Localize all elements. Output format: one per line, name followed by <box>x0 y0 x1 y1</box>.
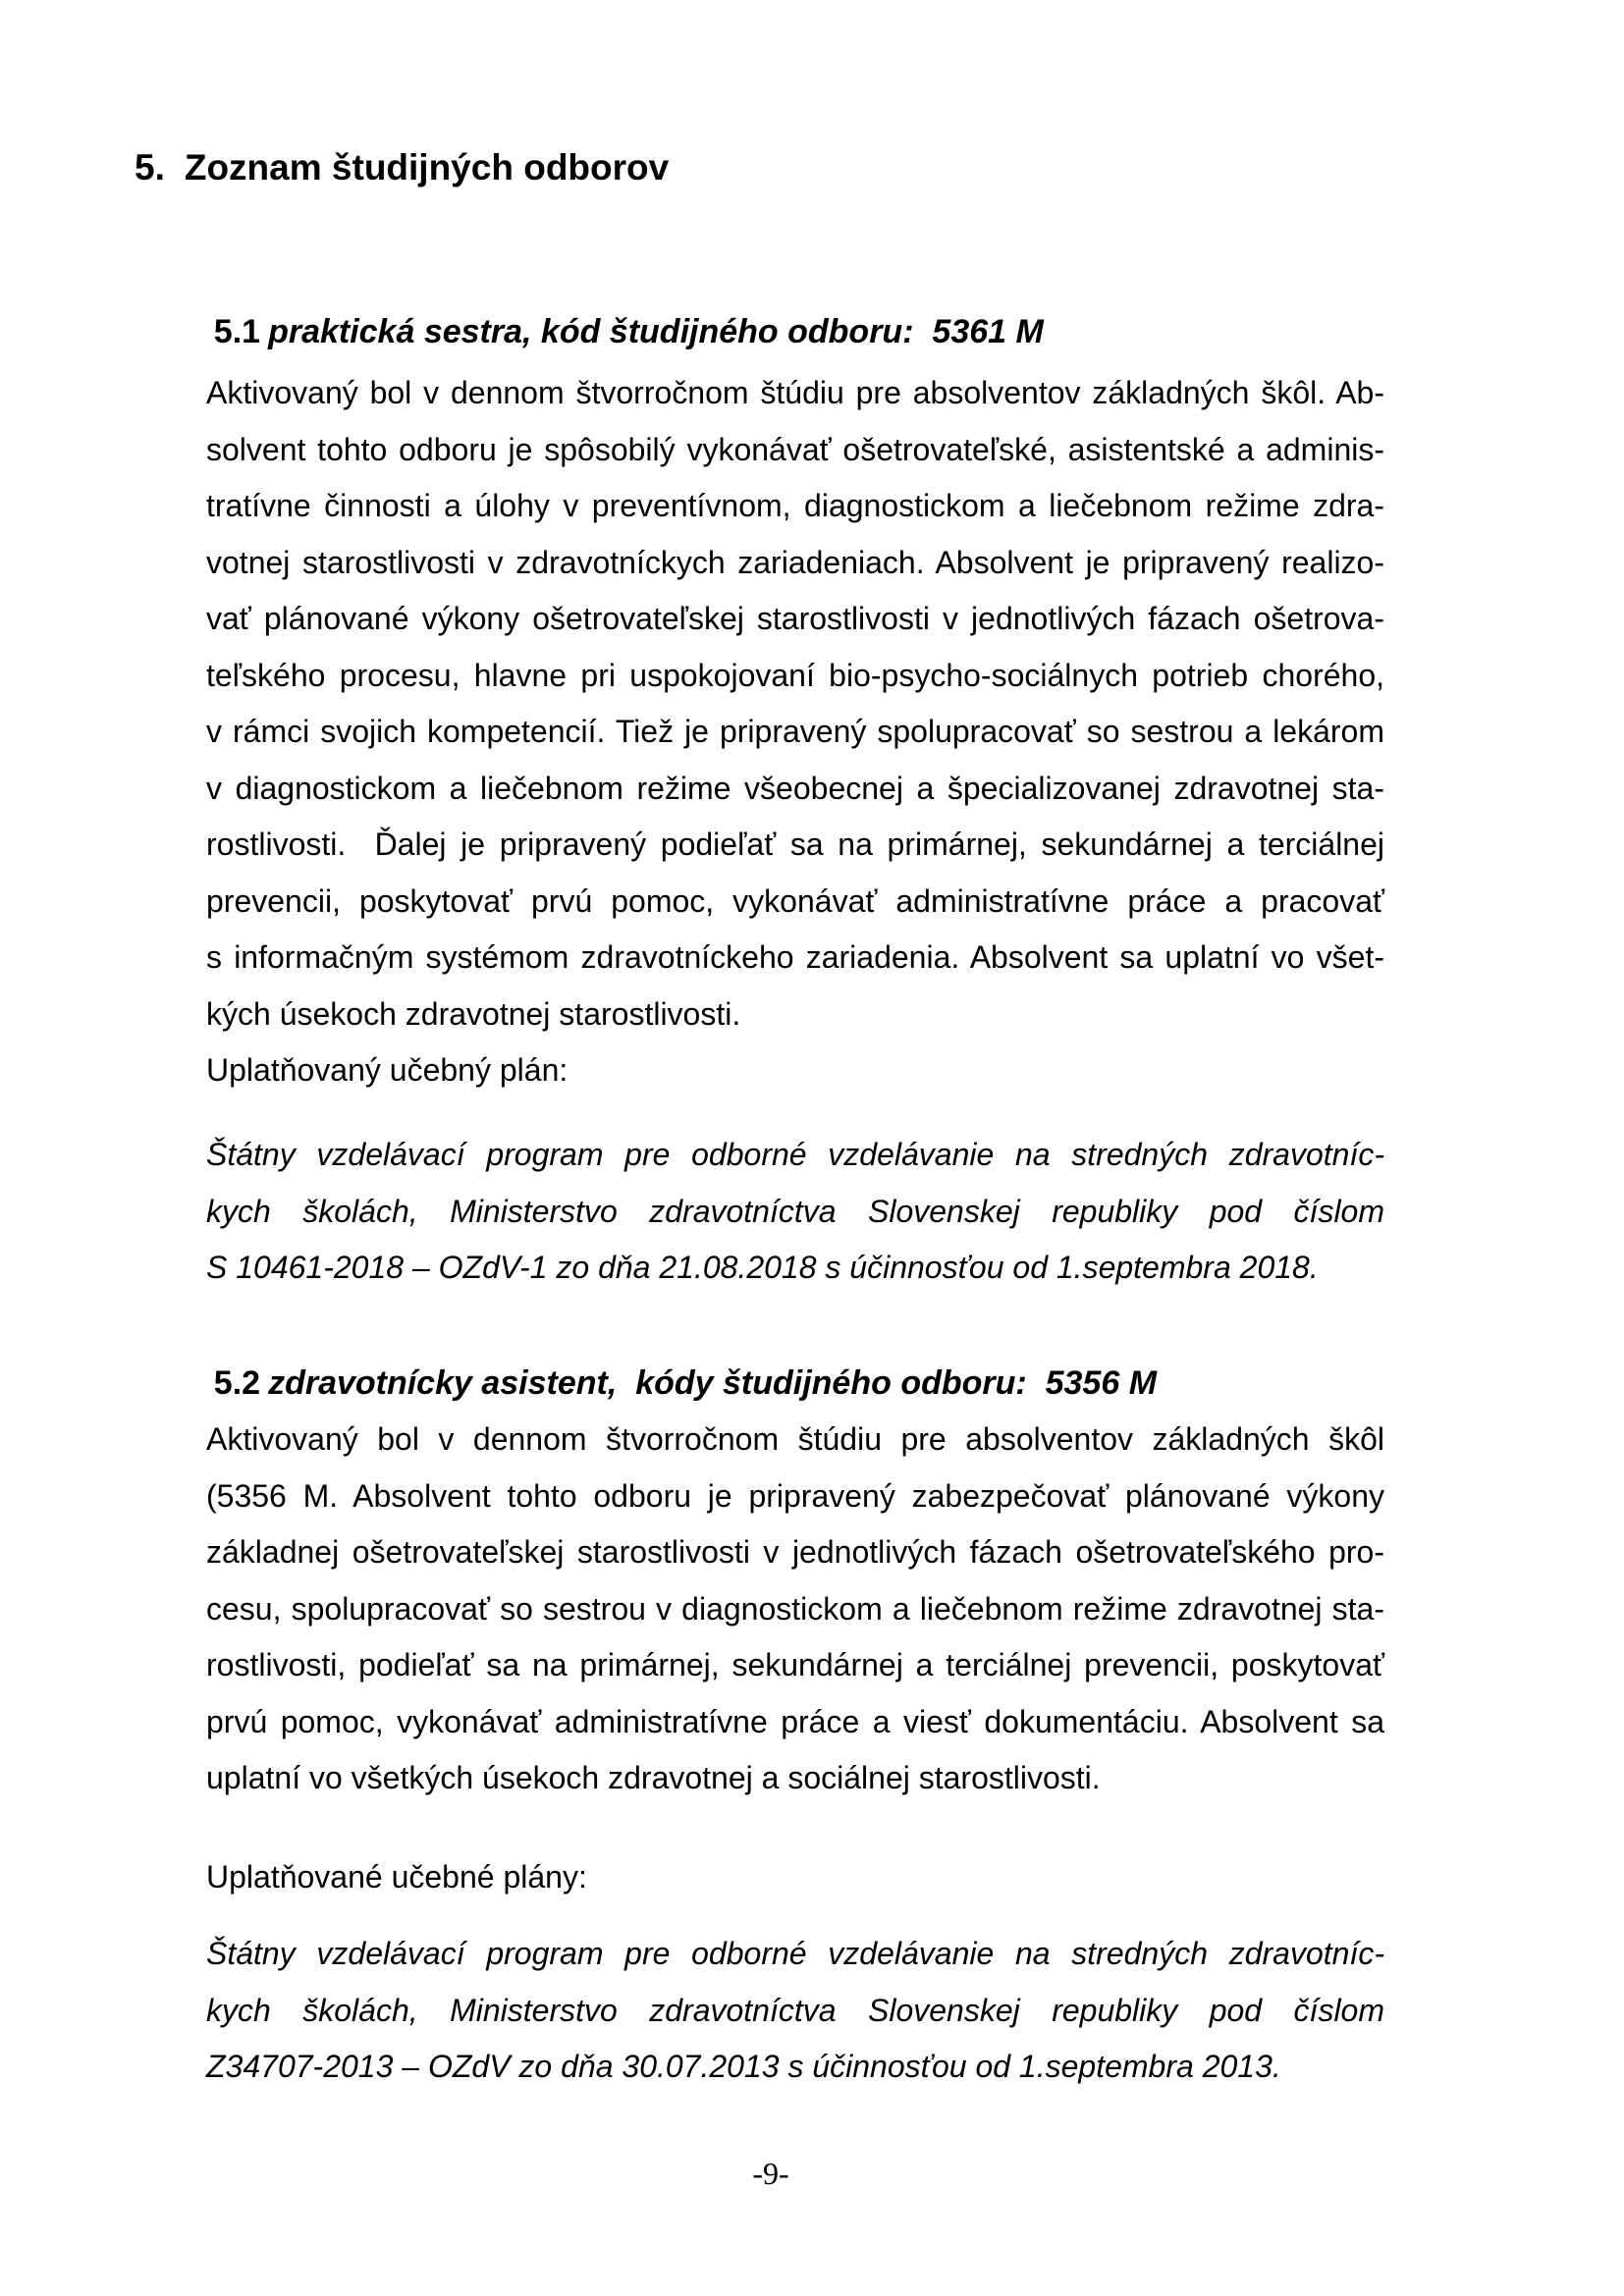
paragraph-line: kych školách, Ministerstvo zdravotníctva Slovenskej republiky pod číslom <box>206 1992 1384 2028</box>
paragraph-line: solvent tohto odboru je spôsobilý vykonávať ošetrovateľské, asistentské a adminis- <box>206 431 1384 467</box>
paragraph-line: základnej ošetrovateľskej starostlivosti v jednotlivých fázach ošetrovateľského pro- <box>206 1534 1384 1570</box>
paragraph-line: prvú pomoc, vykonávať administratívne práce a viesť dokumentáciu. Absolvent sa <box>206 1703 1384 1739</box>
paragraph-line: tratívne činnosti a úlohy v preventívnom, diagnostickom a liečebnom režime zdra- <box>206 488 1384 523</box>
paragraph-line: v diagnostickom a liečebnom režime všeobecnej a špecializovanej zdravotnej sta- <box>206 770 1384 806</box>
paragraph-line: Štátny vzdelávací program pre odborné vzdelávanie na stredných zdravotníc- <box>206 1936 1384 1971</box>
paragraph-line: rostlivosti. Ďalej je pripravený podieľať sa na primárnej, sekundárnej a terciálnej <box>206 827 1384 862</box>
paragraph-line: Z34707-2013 – OZdV zo dňa 30.07.2013 s účinnosťou od 1.septembra 2013. <box>206 2049 1281 2084</box>
subsection-5-2-title: zdravotnícky asistent, kódy študijného odboru: 5356 M <box>268 1364 1158 1402</box>
plan-label-5-1: Uplatňovaný učebný plán: <box>206 1052 568 1088</box>
paragraph-line: rostlivosti, podieľať sa na primárnej, sekundárnej a terciálnej prevencii, poskytovať <box>206 1647 1384 1682</box>
subsection-5-2-number: 5.2 <box>213 1364 261 1402</box>
paragraph-line: kých úsekoch zdravotnej starostlivosti. <box>206 995 741 1032</box>
paragraph-line: vať plánované výkony ošetrovateľskej starostlivosti v jednotlivých fázach ošetrova- <box>206 601 1384 636</box>
paragraph-line: uplatní vo všetkých úsekoch zdravotnej a sociálnej starostlivosti. <box>206 1760 1101 1795</box>
paragraph-line: (5356 M. Absolvent tohto odboru je pripravený zabezpečovať plánované výkony <box>206 1477 1384 1514</box>
paragraph-line: Štátny vzdelávací program pre odborné vzdelávanie na stredných zdravotníc- <box>206 1137 1384 1172</box>
paragraph-line: Aktivovaný bol v dennom štvorročnom štúdiu pre absolventov základných škôl <box>206 1421 1384 1457</box>
page-number: -9- <box>752 2156 789 2191</box>
section-heading-text: Zoznam študijných odborov <box>184 147 670 187</box>
paragraph-line: teľského procesu, hlavne pri uspokojovaní bio-psycho-sociálnych potrieb chorého, <box>206 657 1384 693</box>
plan-paragraph-5-2 <box>206 1926 1384 2096</box>
subsection-5-2-paragraph <box>206 1412 1384 1807</box>
subsection-5-1-title: praktická sestra, kód študijného odboru: 5361 M <box>268 313 1044 350</box>
section-heading <box>135 147 669 188</box>
subsection-5-1-paragraph <box>206 365 1384 1042</box>
paragraph-line: v rámci svojich kompetencií. Tiež je pripravený spolupracovať so sestrou a lekárom <box>206 714 1384 749</box>
section-heading-number: 5. <box>135 147 165 187</box>
subsection-5-1-number: 5.1 <box>213 313 261 350</box>
paragraph-line: S 10461-2018 – OZdV-1 zo dňa 21.08.2018 s účinnosťou od 1.septembra 2018. <box>206 1250 1319 1285</box>
paragraph-line: s informačným systémom zdravotníckeho zariadenia. Absolvent sa uplatní vo všet- <box>206 939 1384 975</box>
paragraph-line: cesu, spolupracovať so sestrou v diagnostickom a liečebnom režime zdravotnej sta- <box>206 1590 1384 1627</box>
paragraph-line: votnej starostlivosti v zdravotníckych zariadeniach. Absolvent je pripravený realizo- <box>206 544 1384 580</box>
plan-paragraph-5-1 <box>206 1127 1384 1297</box>
plan-label-5-2: Uplatňované učebné plány: <box>206 1859 587 1895</box>
paragraph-line: kych školách, Ministerstvo zdravotníctva Slovenskej republiky pod číslom <box>206 1193 1384 1229</box>
paragraph-line: prevencii, poskytovať prvú pomoc, vykonávať administratívne práce a pracovať <box>206 882 1384 919</box>
paragraph-line: Aktivovaný bol v dennom štvorročnom štúdiu pre absolventov základných škôl. Ab- <box>206 375 1384 410</box>
